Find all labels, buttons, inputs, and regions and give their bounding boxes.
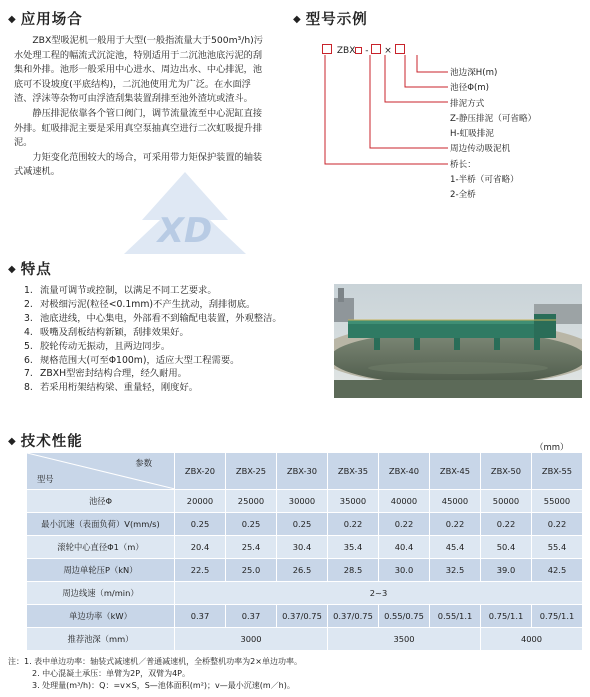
company-logo-watermark (110, 168, 260, 258)
application-paragraph-1: ZBX型吸泥机一般用于大型(一般指流量大于500m³/h)污水处理工程的幅流式沉淀池，特别适用于二沉池池底污泥的刮集和外排。池形一般采用中心进水、周边出水、中心排泥，池底可不设坡度(平底结构)，二沉池使用尤为广泛。在水面浮渣、浮沫等杂物可由浮渣刮集装置刮排至池外渣坑或渣斗。 (14, 35, 263, 105)
application-paragraph-2: 静压排泥依靠各个管口阀门，调节流量流至中心泥缸直接外排。虹吸排泥主要是采用真空泵抽真空进行二次虹吸提升排泥。 (14, 107, 263, 149)
svg-text:XD: XD (157, 211, 213, 251)
model-code-diagram: ZBX - × (322, 44, 405, 56)
features-list (24, 284, 334, 395)
feature-item: 3. 池底进线，中心集电，外部看不到输配电装置，外观整洁。 (24, 312, 282, 324)
diamond-bullet-icon: ◆ (293, 14, 302, 25)
feature-item: 4. 吸嘴及刮板结构新颖，刮排效果好。 (24, 326, 189, 338)
diamond-bullet-icon: ◆ (8, 14, 17, 25)
application-paragraph-3: 力矩变化范围较大的场合，可采用带力矩保护装置的轴装式减速机。 (14, 151, 263, 178)
section-title-application: ◆ 应用场合 (8, 12, 83, 28)
feature-item: 7. ZBXH型密封结构合理，经久耐用。 (24, 368, 187, 380)
feature-item: 6. 规格范围大(可至Φ100m)，适应大型工程需要。 (24, 354, 240, 366)
model-legend: 池边深H(m) 池径Φ(m) 排泥方式 Z-静压排泥（可省略） H-虹吸排泥 周边传动吸泥机 桥长： 1-半桥（可省略） 2-全桥 (450, 68, 537, 201)
model-header: ZBX-25 (226, 453, 277, 490)
table-row: 池径Φ 20000 25000 30000 35000 40000 45000 50000 55000 (27, 490, 583, 513)
model-header: ZBX-40 (379, 453, 430, 490)
feature-item: 2. 对极细污泥(粒径<0.1mm)不产生扰动，刮排彻底。 (24, 298, 256, 310)
model-box-2 (355, 47, 362, 54)
model-box-1 (322, 44, 332, 54)
equipment-photo (334, 284, 582, 398)
model-box-3 (371, 44, 381, 54)
model-header: ZBX-55 (532, 453, 583, 490)
diamond-bullet-icon: ◆ (8, 264, 17, 275)
table-row: 滚轮中心直径Φ1（m） 20.4 25.4 30.4 35.4 40.4 45.4 50.4 55.4 (27, 536, 583, 559)
feature-item: 5. 胶轮传动无振动，且两边同步。 (24, 340, 171, 352)
model-box-4 (395, 44, 405, 54)
model-header: ZBX-35 (328, 453, 379, 490)
section-title-spec: ◆ 技术性能 (8, 434, 83, 450)
table-row: 周边线速（m/min） 2~3 (27, 582, 583, 605)
table-row: 周边单轮压P（kN） 22.5 25.0 26.5 28.5 30.0 32.5 39.0 42.5 (27, 559, 583, 582)
model-header: ZBX-50 (481, 453, 532, 490)
feature-item: 1. 流量可调节或控制，以满足不同工艺要求。 (24, 285, 217, 296)
table-row: 单边功率（kW） 0.37 0.37 0.37/0.75 0.37/0.75 0.55/0.75 0.55/1.1 0.75/1.1 0.75/1.1 (27, 605, 583, 628)
model-header: ZBX-20 (175, 453, 226, 490)
table-row: 最小沉速（表面负荷）V(mm/s) 0.25 0.25 0.25 0.22 0.22 0.22 0.22 0.22 (27, 513, 583, 536)
notes: 注：1. 表中单边功率：轴装式减速机／普通减速机，全桥整机功率为2×单边功率。 2. 中心混凝土承压：单臂为2P，双臂为4P。 3. 处理量(m³/h)：Q：=v×S，S—池体面积(m²)；v—最小沉速(m／h)。 (8, 657, 302, 690)
header-corner-cell: 参数 型号 (27, 453, 175, 490)
application-text (14, 34, 268, 180)
model-header: ZBX-30 (277, 453, 328, 490)
table-row: 推荐池深（mm） 3000 3500 4000 (27, 628, 583, 651)
model-header: ZBX-45 (430, 453, 481, 490)
spec-unit: （mm） (535, 443, 569, 453)
section-title-model: ◆ 型号示例 (293, 12, 368, 28)
model-connector-lines (320, 55, 450, 195)
spec-table (26, 452, 583, 651)
section-title-features: ◆ 特点 (8, 262, 52, 278)
diamond-bullet-icon: ◆ (8, 436, 17, 447)
feature-item: 8. 若采用桁架结构梁、重量轻，刚度好。 (24, 382, 199, 394)
